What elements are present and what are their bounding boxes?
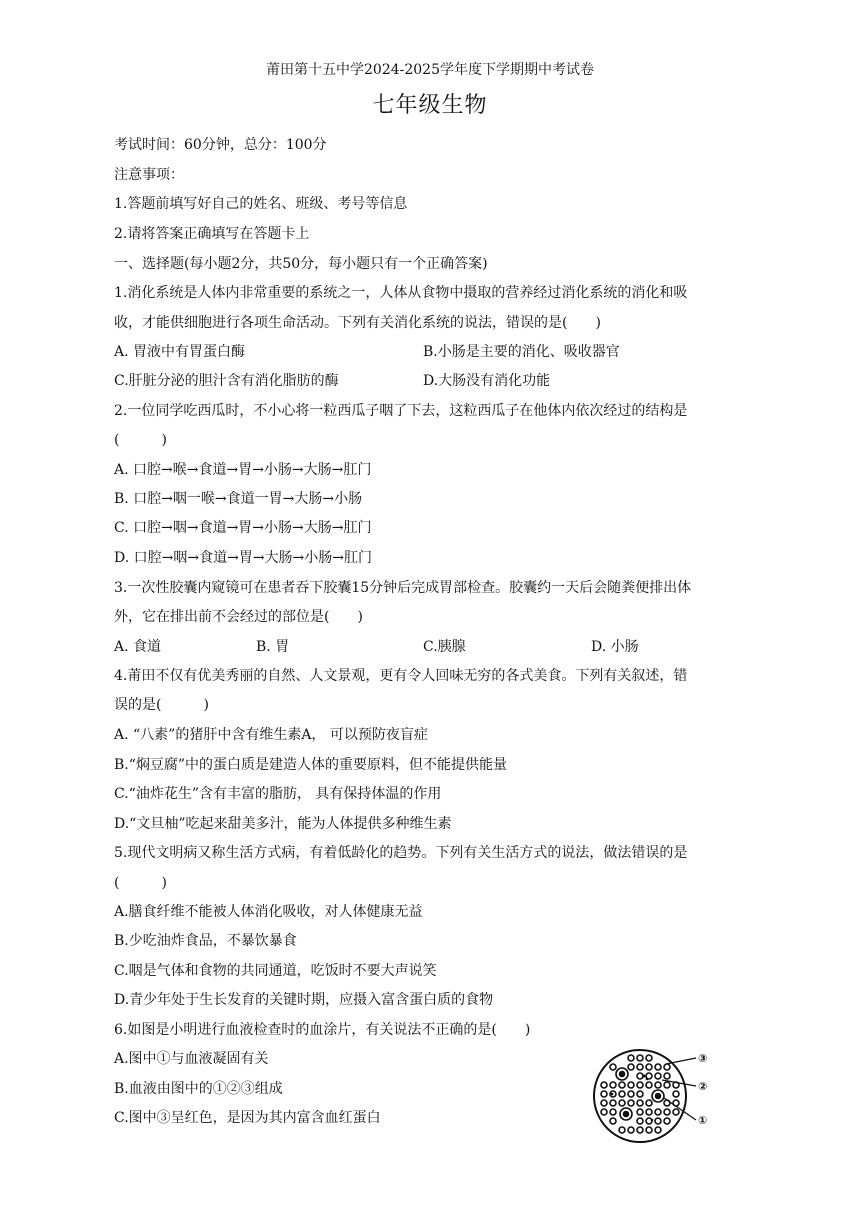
red-blood-cell (637, 1064, 643, 1070)
red-blood-cell (637, 1100, 643, 1106)
red-blood-cell (619, 1100, 625, 1106)
q5-option-b: B.少吃油炸食品，不暴饮暴食 (114, 933, 297, 949)
q1-stem-line2: 收，才能供细胞进行各项生命活动。下列有关消化系统的说法，错误的是( ) (114, 315, 601, 331)
red-blood-cell (646, 1055, 652, 1061)
blood-smear-figure (592, 1046, 716, 1146)
q1-option-d: D.大肠没有消化功能 (423, 373, 551, 389)
red-blood-cell (628, 1091, 634, 1097)
red-blood-cell (655, 1127, 661, 1133)
red-blood-cell (637, 1082, 643, 1088)
label-3: ③ (698, 1052, 708, 1065)
q6-option-b: B.血液由图中的①②③组成 (114, 1081, 283, 1097)
red-blood-cell (646, 1109, 652, 1115)
q1-option-c: C.肝脏分泌的胆汁含有消化脂肪的酶 (114, 373, 339, 389)
red-blood-cell (637, 1127, 643, 1133)
red-blood-cell (601, 1091, 607, 1097)
q4-stem-line1: 4.莆田不仅有优美秀丽的自然、人文景观，更有令人回味无穷的各式美食。下列有关叙述，错 (114, 668, 688, 684)
q6-stem: 6.如图是小明进行血液检查时的血涂片，有关说法不正确的是( ) (114, 1022, 531, 1038)
red-blood-cell (601, 1082, 607, 1088)
red-blood-cell (655, 1082, 661, 1088)
red-blood-cell (610, 1118, 616, 1124)
q5-option-d: D.青少年处于生长发育的关键时期，应摄入富含蛋白质的食物 (114, 992, 494, 1008)
red-blood-cell (646, 1082, 652, 1088)
red-blood-cell (637, 1109, 643, 1115)
red-blood-cell (664, 1073, 670, 1079)
label-1: ① (698, 1114, 708, 1127)
section-heading: 一、选择题(每小题2分，共50分，每小题只有一个正确答案) (114, 256, 488, 272)
q1-option-b: B.小肠是主要的消化、吸收器官 (423, 344, 620, 360)
red-blood-cell (655, 1073, 661, 1079)
red-blood-cell (628, 1127, 634, 1133)
q2-option-a: A. 口腔→喉→食道→胃→小肠→大肠→肛门 (114, 462, 372, 478)
q3-stem-line1: 3.一次性胶囊内窥镜可在患者吞下胶囊15分钟后完成胃部检查。胶囊约一天后会随粪便排出体 (114, 580, 692, 596)
red-blood-cell (610, 1082, 616, 1088)
label-2: ② (698, 1080, 708, 1093)
exam-title: 七年级生物 (372, 93, 488, 118)
q5-stem-line2: ( ) (114, 875, 167, 891)
q3-stem-line2: 外，它在排出前不会经过的部位是( ) (114, 609, 363, 625)
red-blood-cell (673, 1091, 679, 1097)
note-2: 2.请将答案正确填写在答题卡上 (114, 226, 310, 242)
q2-stem-line2: ( ) (114, 432, 167, 448)
q4-option-c: C.“油炸花生”含有丰富的脂肪， 具有保持体温的作用 (114, 786, 442, 802)
q1-option-a: A. 胃液中有胃蛋白酶 (114, 344, 246, 360)
q2-option-b: B. 口腔→咽一喉→食道一胃→大肠→小肠 (114, 491, 363, 507)
red-blood-cell (655, 1109, 661, 1115)
q5-option-a: A.膳食纤维不能被人体消化吸收，对人体健康无益 (114, 904, 423, 920)
q1-stem-line1: 1.消化系统是人体内非常重要的系统之一，人体从食物中摄取的营养经过消化系统的消化和吸 (114, 285, 688, 301)
red-blood-cell (610, 1100, 616, 1106)
red-blood-cell (655, 1118, 661, 1124)
red-blood-cell (646, 1064, 652, 1070)
q5-stem-line1: 5.现代文明病又称生活方式病，有着低龄化的趋势。下列有关生活方式的说法，做法错误的是 (114, 845, 688, 861)
school-exam-subtitle: 莆田第十五中学2024-2025学年度下学期期中考试卷 (266, 62, 594, 78)
red-blood-cell (610, 1064, 616, 1070)
red-blood-cell (628, 1100, 634, 1106)
red-blood-cell (646, 1118, 652, 1124)
q3-option-d: D. 小肠 (591, 639, 639, 655)
red-blood-cell (646, 1100, 652, 1106)
q6-option-a: A.图中①与血液凝固有关 (114, 1051, 269, 1067)
q2-option-c: C. 口腔→咽→食道→胃→小肠→大肠→肛门 (114, 520, 372, 536)
notes-heading: 注意事项： (114, 167, 184, 183)
red-blood-cell (637, 1091, 643, 1097)
red-blood-cell (610, 1109, 616, 1115)
note-1: 1.答题前填写好自己的姓名、班级、考号等信息 (114, 196, 408, 212)
q6-option-c: C.图中③呈红色，是因为其内富含血红蛋白 (114, 1110, 381, 1126)
red-blood-cell (637, 1118, 643, 1124)
red-blood-cell (628, 1082, 634, 1088)
q4-stem-line2: 误的是( ) (114, 697, 209, 713)
figure-labels (698, 1052, 707, 1127)
q3-option-c: C.胰腺 (423, 639, 466, 655)
red-blood-cell (601, 1109, 607, 1115)
red-blood-cell (637, 1055, 643, 1061)
red-blood-cell (664, 1109, 670, 1115)
red-blood-cell (628, 1055, 634, 1061)
q4-option-b: B.“焖豆腐”中的蛋白质是建造人体的重要原料，但不能提供能量 (114, 757, 508, 773)
q3-option-a: A. 食道 (114, 639, 162, 655)
red-blood-cell (619, 1082, 625, 1088)
q2-stem-line1: 2.一位同学吃西瓜时，不小心将一粒西瓜子咽了下去，这粒西瓜子在他体内依次经过的结构是 (114, 403, 688, 419)
red-blood-cell (619, 1091, 625, 1097)
red-blood-cell (664, 1082, 670, 1088)
red-blood-cell (646, 1127, 652, 1133)
red-blood-cell (673, 1109, 679, 1115)
q4-option-a: A. “八素”的猪肝中含有维生素A， 可以预防夜盲症 (114, 727, 428, 743)
red-blood-cell (637, 1073, 643, 1079)
exam-time: 考试时间：60分钟，总分：100分 (114, 137, 327, 153)
red-blood-cell (601, 1100, 607, 1106)
red-blood-cell (619, 1127, 625, 1133)
q2-option-d: D. 口腔→咽→食道→胃→大肠→小肠→肛门 (114, 550, 373, 566)
q5-option-c: C.咽是气体和食物的共同通道，吃饭时不要大声说笑 (114, 963, 437, 979)
q4-option-d: D.“文旦柚”吃起来甜美多汁，能为人体提供多种维生素 (114, 816, 452, 832)
red-blood-cell (655, 1064, 661, 1070)
red-blood-cell (664, 1118, 670, 1124)
red-blood-cell (628, 1064, 634, 1070)
q3-option-b: B. 胃 (256, 639, 290, 655)
red-blood-cell (664, 1064, 670, 1070)
